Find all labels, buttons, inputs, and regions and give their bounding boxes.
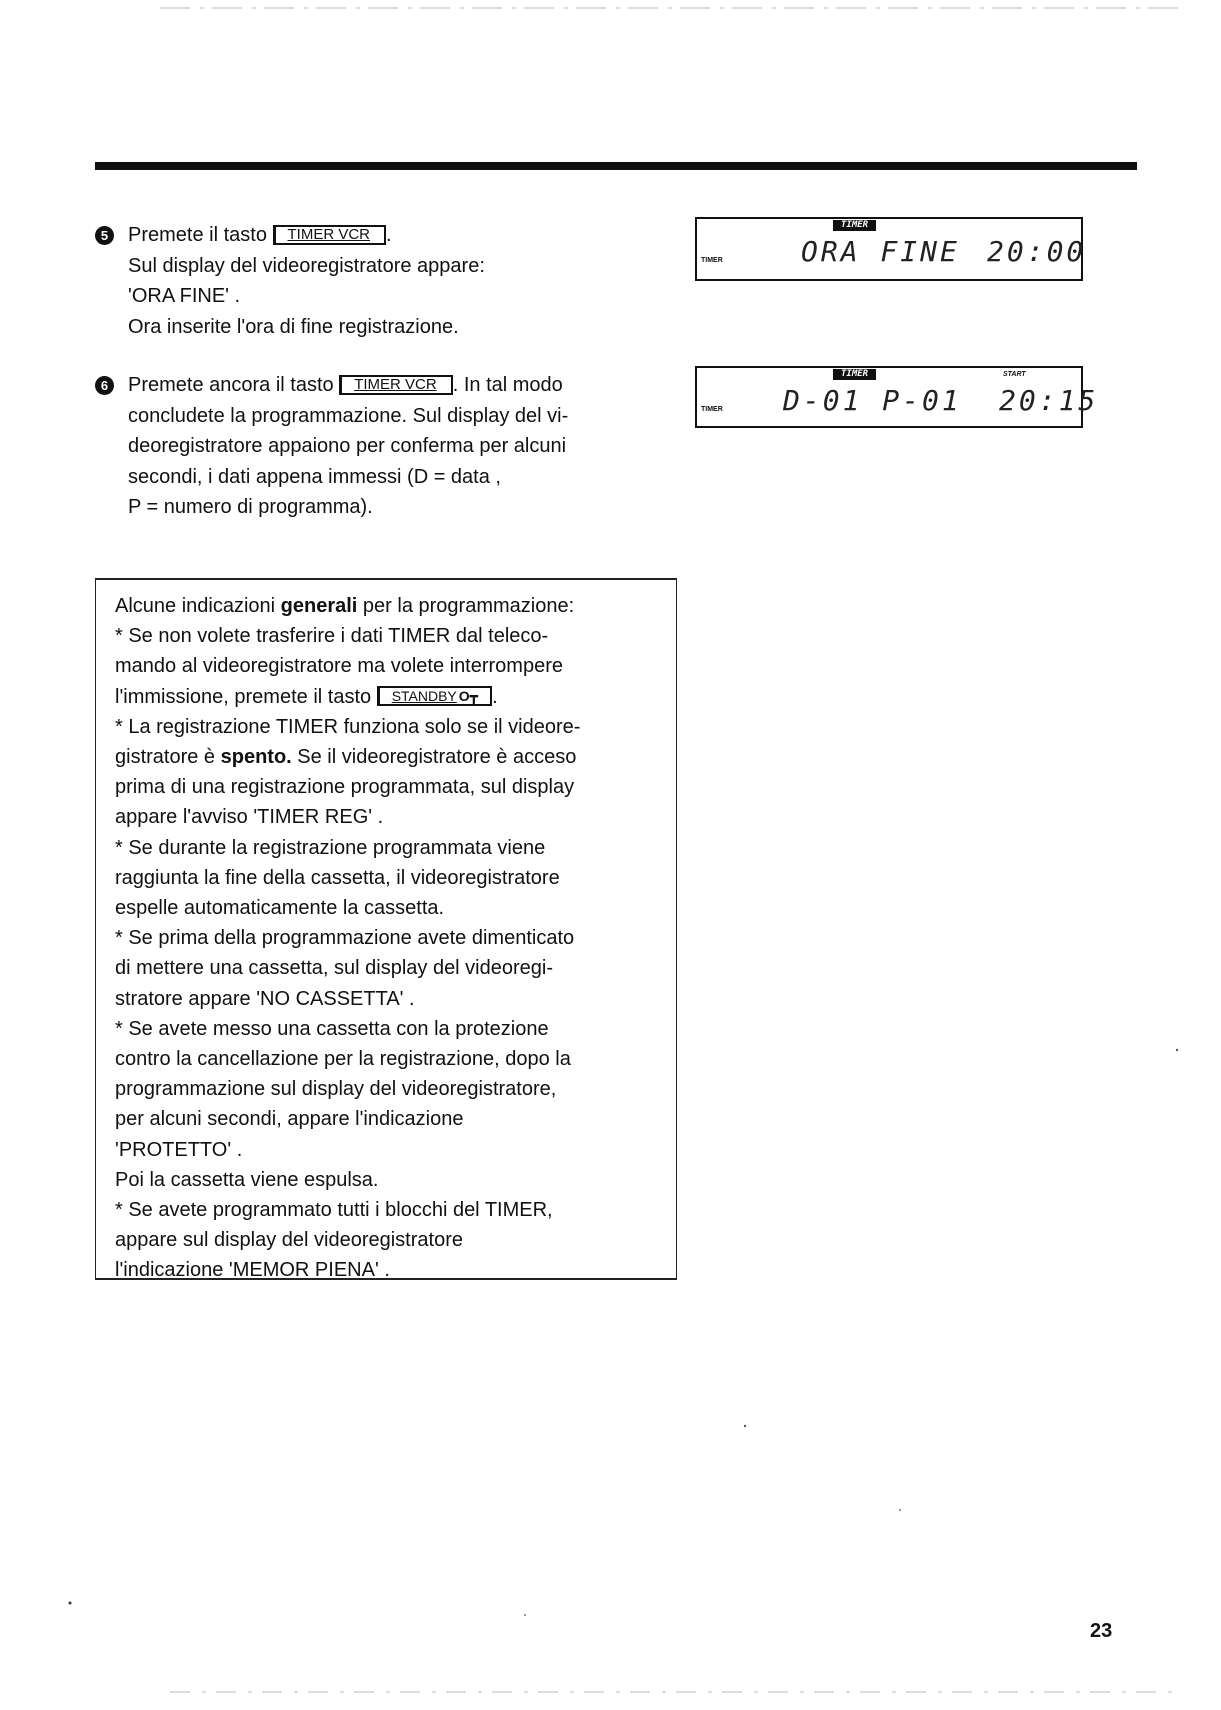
- start-label: START: [1003, 371, 1026, 378]
- note-line: stratore appare 'NO CASSETTA' .: [115, 987, 415, 1010]
- note-line: appare l'avviso 'TIMER REG' .: [115, 806, 384, 829]
- step-6-line-4: secondi, i dati appena immessi (D = data ,: [128, 465, 501, 488]
- timer-vcr-key: TIMER VCR: [273, 225, 387, 245]
- display-time: 20:15: [999, 384, 1099, 417]
- step-6-text: Premete ancora il tasto: [128, 374, 334, 396]
- step-5-text: Premete il tasto: [128, 224, 267, 246]
- note-line: * Se non volete trasferire i dati TIMER dal teleco-: [115, 625, 549, 648]
- note-line: espelle automaticamente la cassetta.: [115, 897, 445, 920]
- key-icon: O┳: [458, 687, 479, 704]
- page-number: 23: [1090, 1620, 1113, 1642]
- display-side-label: TIMER: [701, 406, 723, 413]
- step-6-text-end: . In tal modo: [452, 374, 563, 396]
- note-line: gistratore è spento. Se il videoregistratore è acceso: [115, 746, 577, 769]
- vcr-display-confirm: [695, 366, 1099, 428]
- note-line: * Se durante la registrazione programmata viene: [115, 836, 546, 859]
- standby-key: STANDBY O┳: [377, 686, 492, 706]
- note-line: * La registrazione TIMER funziona solo se il videore-: [115, 715, 581, 738]
- note-line: * Se avete messo una cassetta con la protezione: [115, 1017, 549, 1040]
- display-text: D-01 P-01: [783, 384, 962, 417]
- note-line: mando al videoregistratore ma volete interrompere: [115, 655, 563, 678]
- vcr-display-ora-fine: [695, 217, 1087, 281]
- note-line: * Se avete programmato tutti i blocchi del TIMER,: [115, 1199, 553, 1222]
- general-notes-box: [95, 578, 677, 1280]
- step-6-line-2: concludete la programmazione. Sul display del vi-: [128, 404, 569, 427]
- step-number-badge: 6: [95, 376, 114, 395]
- step-5: [95, 220, 485, 342]
- note-line: prima di una registrazione programmata, sul display: [115, 776, 575, 799]
- step-5-line-3: 'ORA FINE' .: [128, 285, 241, 307]
- display-time: 20:00: [987, 235, 1087, 268]
- note-line: raggiunta la fine della cassetta, il videoregistratore: [115, 866, 560, 889]
- step-5-punct: .: [386, 224, 392, 246]
- note-line: per alcuni secondi, appare l'indicazione: [115, 1108, 464, 1131]
- note-line: 'PROTETTO' .: [115, 1138, 243, 1161]
- step-5-line-4: Ora inserite l'ora di fine registrazione.: [128, 315, 459, 338]
- note-line: Poi la cassetta viene espulsa.: [115, 1168, 379, 1191]
- step-5-line-2: Sul display del videoregistratore appare:: [128, 254, 485, 277]
- note-line: l'immissione, premete il tasto STANDBY O┳ .: [115, 685, 498, 708]
- step-6-line-5: P = numero di programma).: [128, 496, 373, 518]
- note-line: l'indicazione 'MEMOR PIENA' .: [115, 1259, 390, 1282]
- step-6: [95, 370, 568, 523]
- step-6-line-3: deoregistratore appaiono per conferma per alcuni: [128, 435, 567, 457]
- display-side-label: TIMER: [701, 257, 723, 264]
- timer-indicator: TIMER: [833, 220, 876, 231]
- note-line: di mettere una cassetta, sul display del videoregi-: [115, 957, 554, 980]
- timer-vcr-key: TIMER VCR: [339, 375, 453, 395]
- timer-indicator: TIMER: [833, 369, 876, 380]
- top-rule: [95, 162, 1137, 170]
- notes-intro: Alcune indicazioni generali per la programmazione:: [115, 595, 575, 617]
- step-number-badge: 5: [95, 226, 114, 245]
- display-text: ORA FINE: [801, 235, 960, 268]
- note-line: appare sul display del videoregistratore: [115, 1229, 463, 1252]
- note-line: programmazione sul display del videoregistratore,: [115, 1078, 557, 1101]
- note-line: * Se prima della programmazione avete dimenticato: [115, 927, 575, 950]
- note-line: contro la cancellazione per la registrazione, dopo la: [115, 1048, 571, 1071]
